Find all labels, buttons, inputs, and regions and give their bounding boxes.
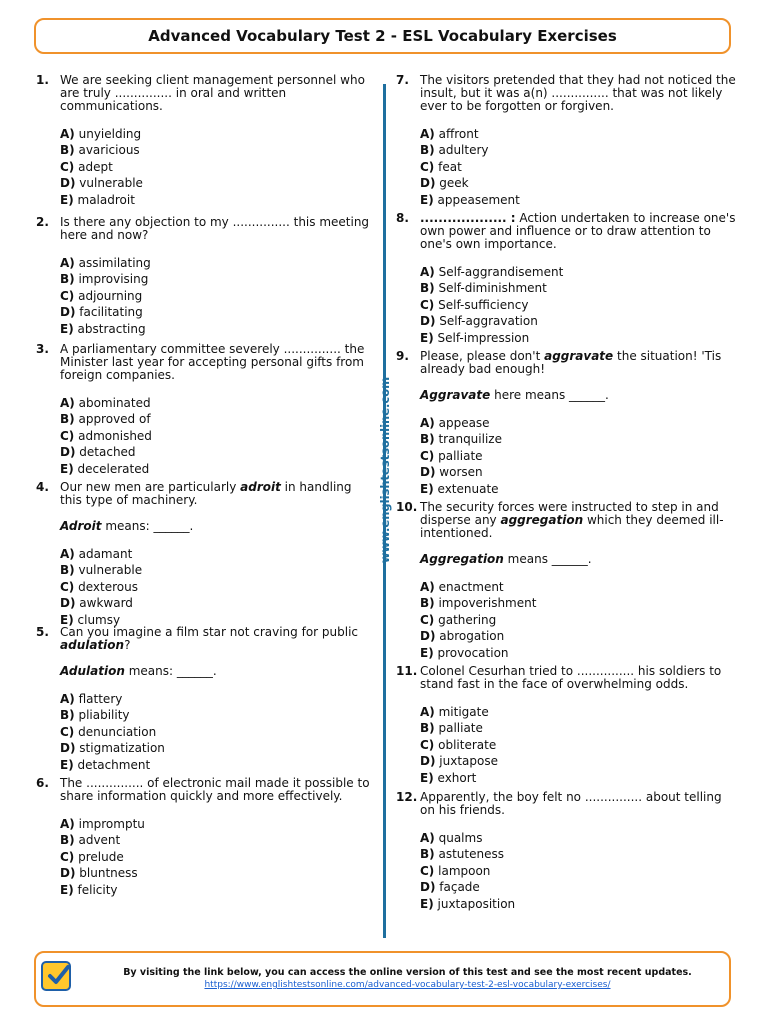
option-d[interactable]: D) bluntness — [60, 866, 138, 881]
right-column — [396, 74, 736, 912]
option-b[interactable]: B) adultery — [420, 143, 489, 158]
question-number: 7. — [396, 73, 409, 87]
option-e[interactable]: E) decelerated — [60, 461, 150, 476]
option-c[interactable]: C) palliate — [420, 448, 483, 463]
option-d[interactable]: D) detached — [60, 445, 136, 460]
option-a[interactable]: A) qualms — [420, 831, 483, 845]
option-c[interactable]: C) adept — [60, 159, 113, 174]
option-d[interactable]: D) stigmatization — [60, 741, 165, 756]
question-5 — [36, 626, 376, 777]
option-b[interactable]: B) astuteness — [420, 847, 504, 862]
question-2 — [36, 216, 376, 343]
question-number: 10. — [396, 500, 418, 514]
option-e[interactable]: E) clumsy — [60, 612, 121, 627]
question-number: 5. — [36, 625, 49, 639]
question-text: We are seeking client management personnel who are truly ............... in oral and written communications. — [60, 73, 365, 113]
option-a[interactable]: A) mitigate — [420, 705, 489, 719]
options-list — [60, 691, 376, 773]
option-d[interactable]: D) juxtapose — [420, 754, 498, 769]
option-d[interactable]: D) façade — [420, 880, 480, 895]
question-number: 3. — [36, 342, 49, 356]
options-list — [420, 579, 736, 661]
option-a[interactable]: A) abominated — [60, 396, 151, 410]
question-text: Apparently, the boy felt no ............... about telling on his friends. — [420, 790, 722, 817]
option-e[interactable]: E) exhort — [420, 770, 477, 785]
option-a[interactable]: A) impromptu — [60, 817, 145, 831]
checkmark-icon — [41, 961, 71, 991]
option-a[interactable]: A) flattery — [60, 692, 123, 706]
option-b[interactable]: B) pliability — [60, 708, 130, 723]
footer-text: By visiting the link below, you can access the online version of this test and see the most recent updates. — [123, 967, 692, 978]
question-12 — [396, 791, 736, 912]
options-list — [420, 264, 736, 346]
question-text: The visitors pretended that they had not noticed the insult, but it was a(n) ............... that was not likely ever to be forgotten or forgiven. — [420, 73, 736, 113]
option-d[interactable]: D) facilitating — [60, 305, 143, 320]
question-10 — [396, 501, 736, 665]
question-subprompt: Aggregation means ______. — [420, 552, 592, 566]
option-d[interactable]: D) worsen — [420, 465, 483, 480]
option-a[interactable]: A) adamant — [60, 547, 133, 561]
option-d[interactable]: D) vulnerable — [60, 176, 143, 191]
left-column — [36, 74, 376, 898]
option-c[interactable]: C) admonished — [60, 428, 152, 443]
option-d[interactable]: D) Self-aggravation — [420, 314, 538, 329]
footer-box — [34, 951, 731, 1007]
option-e[interactable]: E) provocation — [420, 645, 509, 660]
option-d[interactable]: D) geek — [420, 176, 469, 191]
question-11 — [396, 665, 736, 791]
question-subprompt: Adulation means: ______. — [60, 664, 217, 678]
option-c[interactable]: C) Self-sufficiency — [420, 297, 529, 312]
option-b[interactable]: B) improvising — [60, 272, 149, 287]
option-a[interactable]: A) unyielding — [60, 127, 142, 141]
option-a[interactable]: A) assimilating — [60, 256, 151, 270]
question-subprompt: Aggravate here means ______. — [420, 388, 609, 402]
options-list — [420, 830, 736, 912]
option-a[interactable]: A) appease — [420, 416, 490, 430]
option-e[interactable]: E) Self-impression — [420, 330, 530, 345]
key-word: adroit — [240, 480, 281, 494]
vertical-site-link[interactable] — [376, 376, 394, 564]
options-list — [420, 126, 736, 208]
option-b[interactable]: B) Self-diminishment — [420, 281, 547, 296]
option-e[interactable]: E) maladroit — [60, 192, 135, 207]
option-a[interactable]: A) Self-aggrandisement — [420, 265, 564, 279]
option-c[interactable]: C) obliterate — [420, 737, 497, 752]
question-text: A parliamentary committee severely ............... the Minister last year for accepting personal gifts from foreign companies. — [60, 342, 365, 382]
footer-link[interactable]: https://www.englishtestsonline.com/advanced-vocabulary-test-2-esl-vocabulary-exercises/ — [204, 980, 611, 990]
question-number: 8. — [396, 211, 409, 225]
question-number: 6. — [36, 776, 49, 790]
option-c[interactable]: C) feat — [420, 159, 462, 174]
option-b[interactable]: B) impoverishment — [420, 596, 537, 611]
options-list — [60, 546, 376, 628]
question-number: 4. — [36, 480, 49, 494]
option-c[interactable]: C) prelude — [60, 849, 124, 864]
options-list — [420, 704, 736, 786]
option-d[interactable]: D) abrogation — [420, 629, 505, 644]
question-9 — [396, 350, 736, 501]
title-box — [34, 18, 731, 54]
question-number: 11. — [396, 664, 418, 678]
question-6 — [36, 777, 376, 898]
question-1 — [36, 74, 376, 216]
option-e[interactable]: E) abstracting — [60, 321, 146, 336]
option-e[interactable]: E) felicity — [60, 882, 118, 897]
question-text: Is there any objection to my ............... this meeting here and now? — [60, 215, 370, 242]
option-b[interactable]: B) palliate — [420, 721, 483, 736]
option-c[interactable]: C) adjourning — [60, 288, 143, 303]
option-a[interactable]: A) enactment — [420, 580, 504, 594]
site-link-text[interactable]: www.englishtestsonline.com — [378, 376, 392, 564]
question-7 — [396, 74, 736, 212]
key-word: aggregation — [500, 513, 584, 527]
option-e[interactable]: E) detachment — [60, 757, 151, 772]
question-text: ................... : Action undertaken to increase one's own power and influence or to draw attention to one's own importance. — [420, 211, 736, 251]
key-word: adulation — [60, 638, 125, 652]
key-word: aggravate — [544, 349, 614, 363]
option-d[interactable]: D) awkward — [60, 596, 133, 611]
option-b[interactable]: B) tranquilize — [420, 432, 502, 447]
options-list — [60, 126, 376, 208]
options-list — [420, 415, 736, 497]
blank-marker: ................... : — [420, 211, 516, 225]
question-3 — [36, 343, 376, 481]
option-c[interactable]: C) denunciation — [60, 724, 157, 739]
option-b[interactable]: B) avaricious — [60, 143, 140, 158]
question-text: Can you imagine a film star not craving for public adulation? — [60, 625, 359, 652]
options-list — [60, 395, 376, 477]
question-text: Our new men are particularly adroit in handling this type of machinery. — [60, 480, 352, 507]
option-b[interactable]: B) vulnerable — [60, 563, 143, 578]
question-number: 9. — [396, 349, 409, 363]
question-text: Colonel Cesurhan tried to ............... his soldiers to stand fast in the face of overwhelming odds. — [420, 664, 722, 691]
question-subprompt: Adroit means: ______. — [60, 519, 194, 533]
option-b[interactable]: B) advent — [60, 833, 121, 848]
option-c[interactable]: C) lampoon — [420, 863, 491, 878]
question-number: 2. — [36, 215, 49, 229]
option-c[interactable]: C) gathering — [420, 612, 497, 627]
question-4 — [36, 481, 376, 626]
page-title: Advanced Vocabulary Test 2 - ESL Vocabulary Exercises — [148, 27, 617, 45]
option-c[interactable]: C) dexterous — [60, 579, 138, 594]
question-text: The ............... of electronic mail made it possible to share information quickly and more effectively. — [60, 776, 370, 803]
question-number: 1. — [36, 73, 49, 87]
option-e[interactable]: E) juxtaposition — [420, 896, 516, 911]
question-text: Please, please don't aggravate the situation! 'Tis already bad enough! — [420, 349, 722, 376]
option-e[interactable]: E) appeasement — [420, 192, 520, 207]
option-e[interactable]: E) extenuate — [420, 481, 499, 496]
option-b[interactable]: B) approved of — [60, 412, 151, 427]
option-a[interactable]: A) affront — [420, 127, 479, 141]
options-list — [60, 255, 376, 337]
question-text: The security forces were instructed to step in and disperse any aggregation which they deemed ill-intentioned. — [420, 500, 724, 540]
question-8 — [396, 212, 736, 350]
question-number: 12. — [396, 790, 418, 804]
options-list — [60, 816, 376, 898]
